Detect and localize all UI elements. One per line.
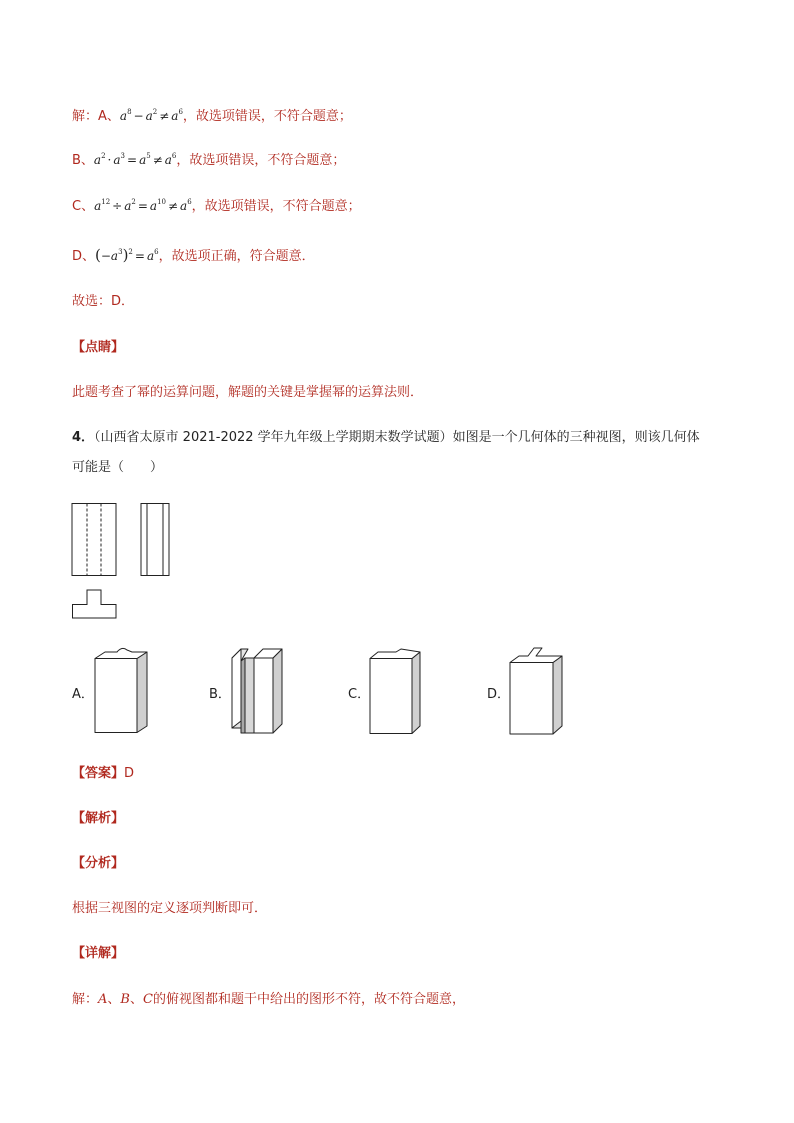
option-b-label: B．	[209, 687, 231, 702]
option-d-label: D．	[487, 687, 511, 702]
sep-2: 、	[129, 992, 143, 1007]
xiangjie-prefix: 解：	[72, 992, 99, 1007]
solution-b-prefix: B、	[72, 153, 94, 168]
solution-c-suffix: ，故选项错误，不符合题意；	[191, 199, 361, 214]
option-d-solid	[506, 646, 566, 738]
option-a-label: A．	[72, 687, 94, 702]
formula-c: $a^{12} \div a^2 = a^{10} \ne a^6$	[94, 198, 192, 213]
top-view	[73, 590, 117, 618]
question-source: （山西省太原市 2021-2022 学年九年级上学期期末数学试题）	[94, 430, 453, 445]
formula-a: $a^8 - a^2 \ne a^6$	[119, 108, 183, 123]
xiangjie-heading: 【详解】	[72, 946, 125, 961]
dianjing-heading: 【点睛】	[72, 340, 125, 355]
answer-value: D	[124, 766, 135, 781]
option-a-solid	[90, 646, 152, 736]
solution-b-suffix: ，故选项错误，不符合题意；	[176, 153, 346, 168]
solution-c-prefix: C、	[72, 199, 95, 214]
fenxi-heading: 【分析】	[72, 856, 125, 871]
solution-a-suffix: ，故选项错误，不符合题意；	[182, 109, 352, 124]
side-view	[141, 504, 169, 576]
solution-line-c	[72, 193, 361, 216]
dianjing-text: 此题考查了幂的运算问题，解题的关键是掌握幂的运算法则．	[72, 385, 424, 400]
var-c: C	[143, 992, 153, 1007]
question-number: 4．	[72, 430, 95, 445]
xiangjie-text-line	[72, 991, 465, 1009]
formula-d: $(-a^3)^2 = a^6$	[95, 246, 159, 264]
sep-1: 、	[107, 992, 121, 1007]
solution-line-a	[72, 103, 352, 126]
answer-line	[72, 765, 134, 783]
option-c-solid	[366, 648, 424, 736]
answer-label: 【答案】	[72, 766, 125, 781]
three-views-figure	[70, 502, 174, 622]
solution-d-prefix: D、	[72, 249, 96, 264]
solution-line-d	[72, 243, 315, 266]
front-view	[72, 504, 116, 576]
jiexi-heading: 【解析】	[72, 811, 125, 826]
var-b: B	[120, 992, 130, 1007]
solution-d-suffix: ，故选项正确，符合题意．	[158, 249, 315, 264]
option-c-label: C．	[348, 687, 371, 702]
solution-a-prefix: 解：A、	[72, 109, 120, 124]
formula-b: $a^2 \cdot a^3 = a^5 \ne a^6$	[93, 152, 177, 167]
question-4-line1	[72, 429, 700, 447]
xiangjie-text: 的俯视图都和题干中给出的图形不符，故不符合题意，	[152, 992, 465, 1007]
question-stem: 如图是一个几何体的三种视图，则该几何体	[452, 430, 700, 445]
question-stem-cont: 可能是（ ）	[72, 460, 164, 475]
option-b-solid	[228, 646, 288, 736]
var-a: A	[98, 992, 108, 1007]
fenxi-text: 根据三视图的定义逐项判断即可．	[72, 901, 268, 916]
choice-line: 故选：D．	[72, 294, 135, 309]
solution-line-b	[72, 147, 345, 170]
